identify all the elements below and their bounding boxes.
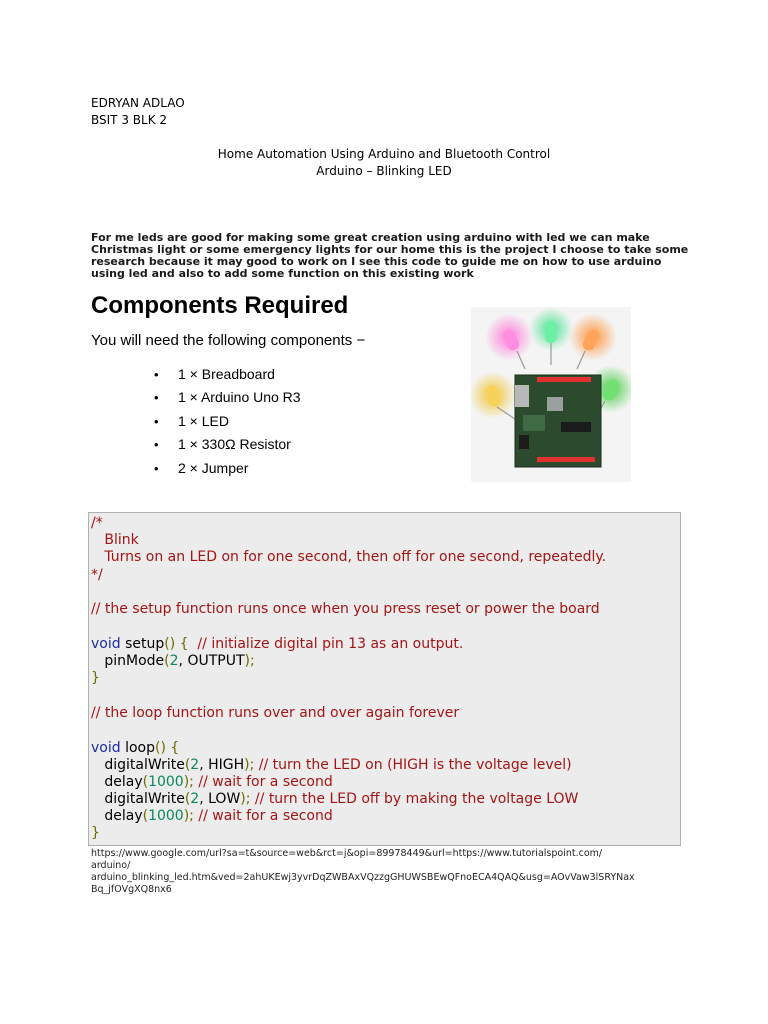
code-token: delay bbox=[91, 808, 143, 824]
code-token: // turn the LED off by making the voltage LOW bbox=[250, 791, 579, 807]
code-token: ( bbox=[142, 808, 149, 824]
code-line bbox=[91, 653, 255, 670]
components-heading: Components Required bbox=[91, 292, 349, 319]
code-token: // wait for a second bbox=[193, 808, 333, 824]
code-token: // wait for a second bbox=[193, 774, 333, 790]
code-token: ); bbox=[244, 757, 255, 773]
title-line-1: Home Automation Using Arduino and Bluetooth Control bbox=[217, 147, 551, 161]
code-token: digitalWrite bbox=[91, 757, 185, 773]
code-line: Blink bbox=[91, 532, 139, 548]
list-item: • 2 × Jumper bbox=[150, 457, 301, 480]
code-token: void bbox=[91, 636, 121, 652]
code-token: loop bbox=[120, 740, 155, 756]
code-token: ); bbox=[240, 791, 251, 807]
code-line bbox=[91, 808, 333, 825]
arduino-led-photo bbox=[471, 307, 631, 482]
components-list bbox=[150, 363, 301, 480]
code-token: // initialize digital pin 13 as an output. bbox=[188, 636, 464, 652]
list-item: • 1 × Breadboard bbox=[150, 363, 301, 386]
code-line: } bbox=[91, 670, 100, 686]
source-url-link[interactable]: https://www.google.com/url?sa=t&source=web&rct=j&opi=89978449&url=https://www.tutorialspoint.com/ arduino/ arduino_blinking_led.htm&ved=2ahUKEwj3yvrDqZWBAxVQzzgGHUWSBEwQFnoECA4QAQ&usg=AOvVaw3lSRYNax Bq_jfOVgXQ8nx6 bbox=[91, 848, 635, 895]
code-line bbox=[91, 757, 572, 774]
code-line: // the loop function runs over and over again forever bbox=[91, 705, 460, 721]
code-line: // the setup function runs once when you press reset or power the board bbox=[91, 601, 600, 617]
code-token: ( bbox=[184, 791, 191, 807]
code-token: ); bbox=[244, 653, 255, 669]
arduino-board-icon bbox=[515, 375, 601, 467]
code-line: Turns on an LED on for one second, then off for one second, repeatedly. bbox=[91, 549, 607, 565]
code-token: setup bbox=[120, 636, 165, 652]
code-token: ); bbox=[183, 774, 194, 790]
code-token: ( bbox=[184, 757, 191, 773]
arduino-led-illustration bbox=[471, 307, 631, 482]
code-token: 2 bbox=[190, 791, 200, 807]
code-token: 2 bbox=[169, 653, 179, 669]
code-token: 1000 bbox=[148, 774, 184, 790]
code-line: /* bbox=[91, 515, 103, 531]
code-line bbox=[91, 774, 333, 791]
code-line bbox=[91, 791, 578, 808]
components-subtext: You will need the following components − bbox=[91, 332, 366, 349]
document-title bbox=[0, 146, 768, 180]
code-token: // turn the LED on (HIGH is the voltage level) bbox=[254, 757, 572, 773]
code-line bbox=[91, 740, 179, 757]
code-token: , HIGH bbox=[199, 757, 245, 773]
author-name: EDRYAN ADLAO bbox=[91, 96, 185, 110]
code-token: 2 bbox=[190, 757, 200, 773]
code-token: delay bbox=[91, 774, 143, 790]
code-token: ( bbox=[142, 774, 149, 790]
code-line: } bbox=[91, 825, 100, 841]
intro-paragraph: For me leds are good for making some great creation using arduino with led we can make Christmas light or some emergency lights for our home this is the project I choose to take some research because it may good to work on I see this code to guide me on how to use arduino using led and also to add some function on this existing work bbox=[91, 231, 689, 280]
code-token: digitalWrite bbox=[91, 791, 185, 807]
code-token: 1000 bbox=[148, 808, 184, 824]
code-token: ( bbox=[164, 653, 170, 669]
code-token: ); bbox=[183, 808, 194, 824]
code-token: () { bbox=[155, 740, 180, 756]
code-line bbox=[91, 636, 463, 653]
code-line: */ bbox=[91, 567, 103, 583]
title-line-2: Arduino – Blinking LED bbox=[316, 164, 452, 178]
code-token: () { bbox=[164, 636, 189, 652]
code-token: , LOW bbox=[199, 791, 241, 807]
code-token: , OUTPUT bbox=[178, 653, 245, 669]
code-token: pinMode bbox=[91, 653, 165, 669]
code-block bbox=[88, 512, 681, 846]
list-item: • 1 × Arduino Uno R3 bbox=[150, 386, 301, 409]
author-block bbox=[91, 95, 185, 129]
list-item: • 1 × 330Ω Resistor bbox=[150, 433, 301, 456]
code-token: void bbox=[91, 740, 121, 756]
list-item: • 1 × LED bbox=[150, 410, 301, 433]
author-section: BSIT 3 BLK 2 bbox=[91, 113, 168, 127]
